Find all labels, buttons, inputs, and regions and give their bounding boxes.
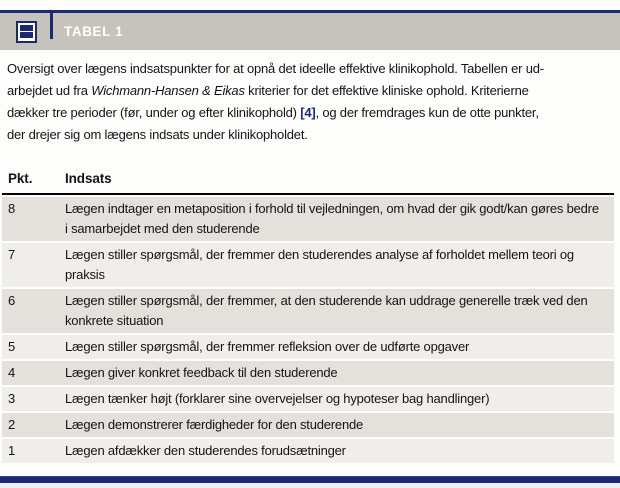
row-number: 8 [8,201,16,216]
table-header-rule [2,193,614,195]
table-row [2,413,614,437]
row-number: 5 [8,339,16,354]
intro-line-1: Oversigt over lægens indsatspunkter for at opnå det ideelle effektive klinikophold. Tabellen er ud- [7,61,544,76]
figure-bottom-rule [0,476,620,483]
row-text: Lægen stiller spørgsmål, der fremmer den studerendes analyse af forholdet mellem teori og praksis [65,247,574,282]
row-number: 1 [8,443,16,458]
header-divider [50,10,53,39]
table-list-icon [16,21,37,43]
table-row [2,439,614,463]
row-text: Lægen giver konkret feedback til den studerende [65,365,338,380]
row-text: Lægen tænker højt (forklarer sine overvejelser og hypoteser bag handlinger) [65,391,490,406]
intro-line-3 [7,102,617,124]
table-row [2,289,614,333]
intro-paragraph [7,58,617,146]
row-number: 2 [8,417,16,432]
figure-bottom-strip [0,483,620,488]
figure-title: TABEL 1 [64,24,124,39]
indsats-table [2,166,614,465]
row-text: Lægen indtager en metaposition i forhold til vejledningen, om hvad der gik godt/kan gøres bedre i samarbejdet med den studerende [65,201,599,236]
table-header-row [2,166,614,193]
intro-line-2-pre: arbejdet ud fra [7,83,92,98]
intro-line-2 [7,80,617,102]
row-number: 3 [8,391,16,406]
reference-marker: [4] [300,105,316,120]
row-text: Lægen stiller spørgsmål, der fremmer refleksion over de udførte opgaver [65,339,470,354]
column-header-pkt: Pkt. [8,171,33,186]
cited-authors: Wichmann-Hansen & Eikas [91,83,245,98]
row-text: Lægen demonstrerer færdigheder for den studerende [65,417,364,432]
intro-line-3-pre: dækker tre perioder (før, under og efter klinikophold) [7,105,301,120]
table-row [2,387,614,411]
figure-header-inner [0,13,620,50]
row-text: Lægen afdækker den studerendes forudsætninger [65,443,346,458]
row-text: Lægen stiller spørgsmål, der fremmer, at den studerende kan uddrage generelle træk ved den konkrete situation [65,293,588,328]
row-number: 4 [8,365,16,380]
intro-line-3-post: , og der fremdrages kun de otte punkter, [315,105,539,120]
intro-line-4: der drejer sig om lægens indsats under klinikopholdet. [7,127,308,142]
table-row [2,197,614,241]
figure-header-bar [0,13,620,50]
table-row [2,335,614,359]
table-row [2,243,614,287]
column-header-indsats: Indsats [65,171,112,186]
table-row [2,361,614,385]
row-number: 7 [8,247,16,262]
row-number: 6 [8,293,16,308]
intro-line-2-post: kriterier for det effektive kliniske ophold. Kriterierne [244,83,529,98]
